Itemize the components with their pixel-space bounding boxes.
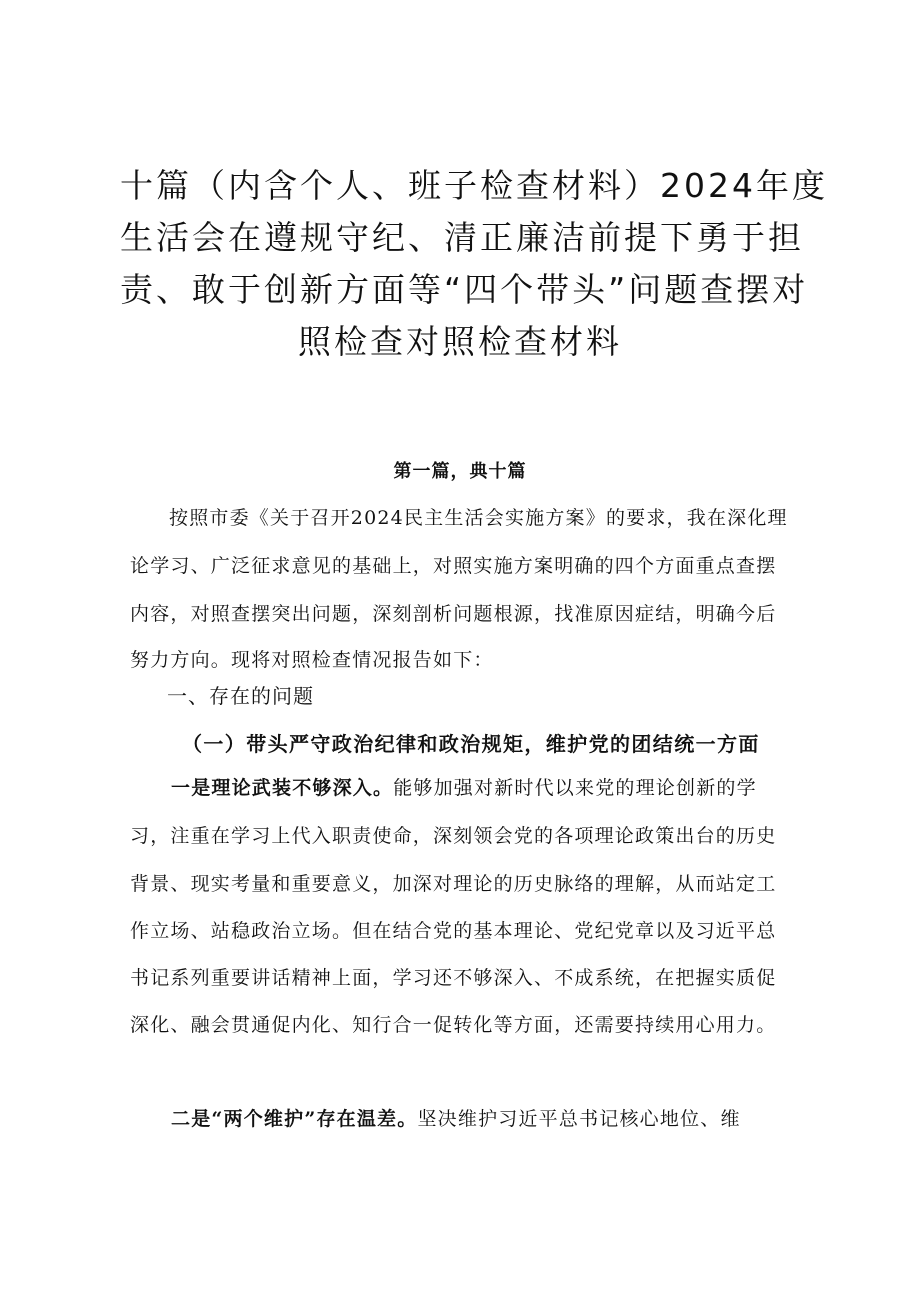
point-2-line-1: 坚决维护习近平总书记核心地位、维 bbox=[417, 1108, 741, 1130]
intro-line-2: 论学习、广泛征求意见的基础上，对照实施方案明确的四个方面重点查摆 bbox=[130, 555, 777, 577]
section-heading-problems: 一、存在的问题 bbox=[167, 684, 314, 708]
title-line-2: 生活会在遵规守纪、清正廉洁前提下勇于担 bbox=[120, 218, 804, 257]
point-1-line-5: 书记系列重要讲话精神上面，学习还不够深入、不成系统，在把握实质促 bbox=[130, 967, 777, 989]
point-1-first-line bbox=[171, 773, 757, 800]
document-title bbox=[120, 160, 828, 368]
point-1-lead: 一是理论武装不够深入。 bbox=[171, 777, 394, 799]
title-line-3: 责、敢于创新方面等“四个带头”问题查摆对 bbox=[120, 270, 809, 309]
point-1-line-2: 习，注重在学习上代入职责使命，深刻领会党的各项理论政策出台的历史 bbox=[130, 825, 777, 847]
intro-line-3: 内容，对照查摆突出问题，深刻剖析问题根源，找准原因症结，明确今后 bbox=[130, 603, 777, 625]
intro-line-4: 努力方向。现将对照检查情况报告如下： bbox=[130, 649, 494, 671]
point-1-line-4: 作立场、站稳政治立场。但在结合党的基本理论、党纪党章以及习近平总 bbox=[130, 920, 777, 942]
point-2-first-line bbox=[171, 1104, 741, 1131]
point-1-line-6: 深化、融会贯通促内化、知行合一促转化等方面，还需要持续用心用力。 bbox=[130, 1014, 777, 1036]
point-1-line-1: 能够加强对新时代以来党的理论创新的学 bbox=[393, 777, 757, 799]
title-line-4: 照检查对照检查材料 bbox=[298, 322, 622, 361]
intro-line-1: 按照市委《关于召开2024民主生活会实施方案》的要求，我在深化理 bbox=[169, 507, 788, 529]
document-subtitle: 第一篇，典十篇 bbox=[393, 461, 527, 482]
point-2-lead: 二是“两个维护”存在温差。 bbox=[171, 1108, 418, 1130]
subsection-heading-1: （一）带头严守政治纪律和政治规矩，维护党的团结统一方面 bbox=[182, 732, 760, 756]
title-line-1: 十篇（内含个人、班子检查材料）2024年度 bbox=[120, 166, 828, 205]
point-1-line-3: 背景、现实考量和重要意义，加深对理论的历史脉络的理解，从而站定工 bbox=[130, 873, 777, 895]
